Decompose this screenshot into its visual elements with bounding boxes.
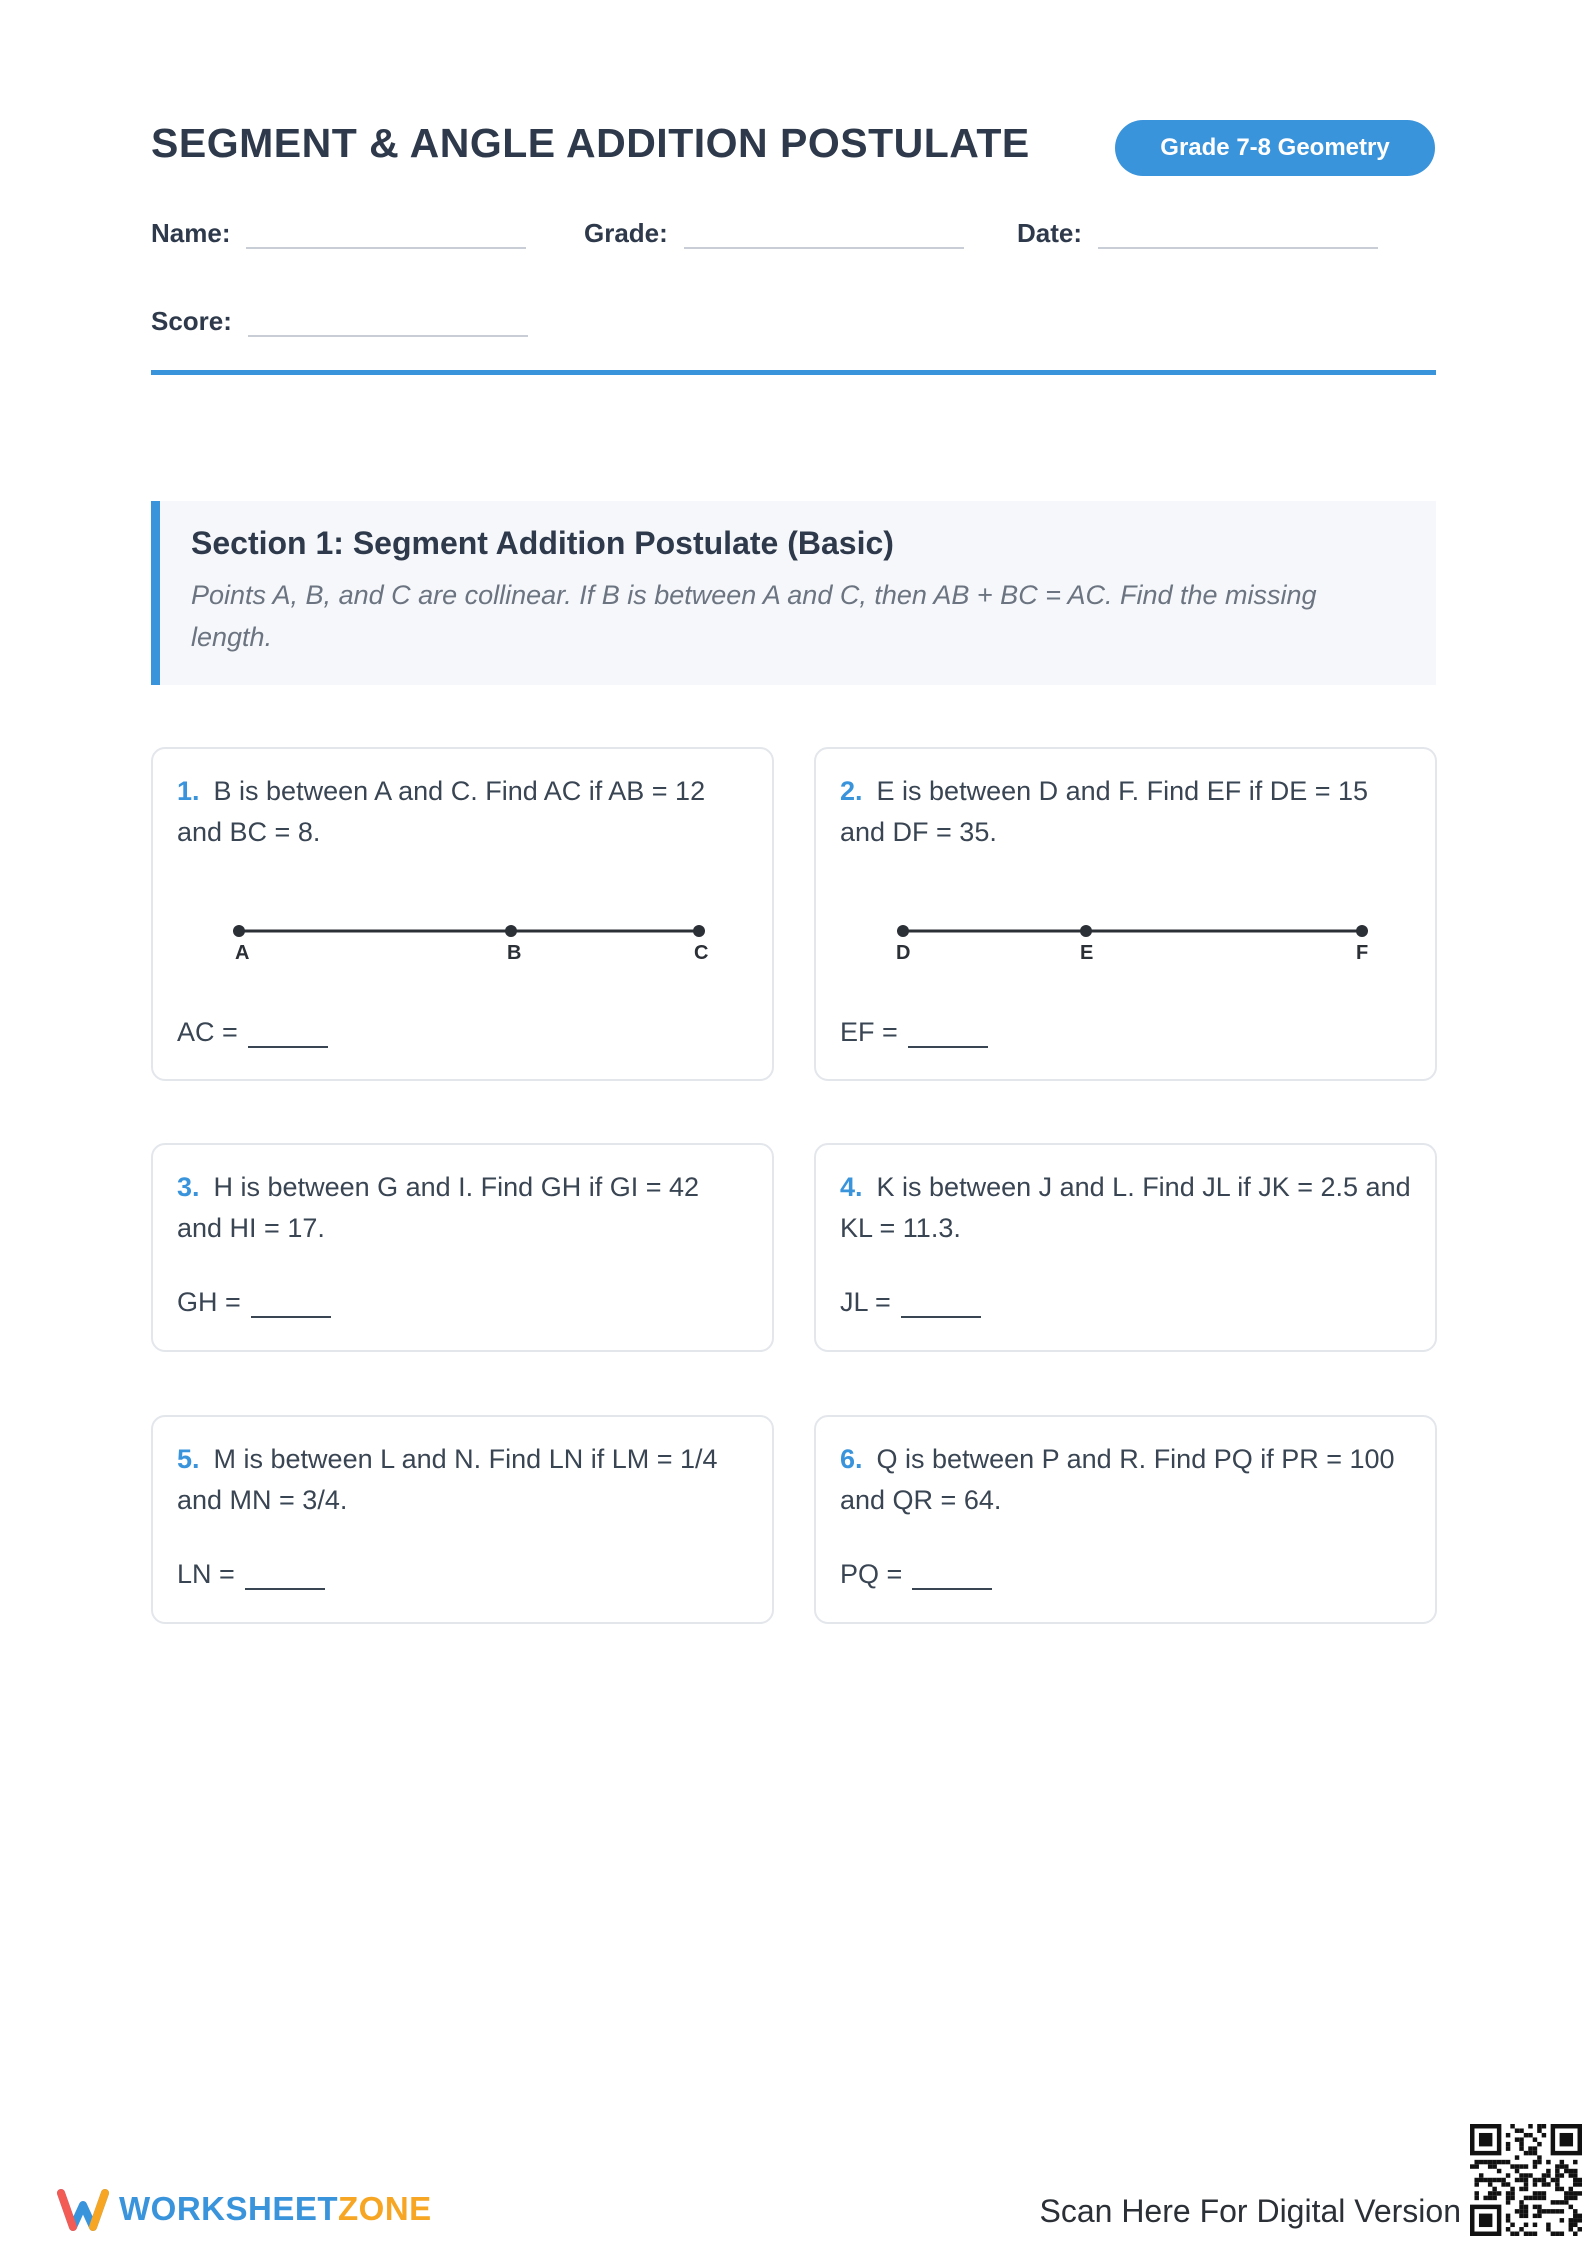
grade-badge: Grade 7-8 Geometry <box>1115 120 1435 176</box>
answer-blank[interactable] <box>901 1288 981 1318</box>
date-label: Date: <box>1017 218 1083 248</box>
score-input-line[interactable] <box>248 335 528 337</box>
point-b-dot <box>505 925 517 937</box>
problem-number: 2. <box>840 776 863 806</box>
problem-number: 5. <box>177 1444 200 1474</box>
problem-question: B is between A and C. Find AC if AB = 12 and BC = 8. <box>177 776 706 847</box>
problem-question: E is between D and F. Find EF if DE = 15 and DF = 35. <box>840 776 1369 847</box>
qr-code-icon[interactable] <box>1470 2124 1582 2236</box>
brand-logo <box>57 2183 432 2235</box>
date-field[interactable] <box>1017 218 1378 249</box>
problem-text <box>840 1167 1411 1249</box>
score-field[interactable] <box>151 306 528 337</box>
answer-row[interactable] <box>177 1017 328 1048</box>
section-instructions: Points A, B, and C are collinear. If B is between A and C, then AB + BC = AC. Find the missing length. <box>191 580 1317 652</box>
brand-name <box>119 2190 432 2228</box>
worksheetzone-logo-icon <box>57 2183 109 2235</box>
problem-number: 4. <box>840 1172 863 1202</box>
problem-question: Q is between P and R. Find PQ if PR = 100 and QR = 64. <box>840 1444 1395 1515</box>
point-d-label: D <box>896 942 911 964</box>
problem-number: 6. <box>840 1444 863 1474</box>
brand-name-part1: WORKSHEET <box>119 2190 338 2227</box>
brand-name-part2: ZONE <box>338 2190 432 2227</box>
problem-number: 3. <box>177 1172 200 1202</box>
score-label: Score: <box>151 306 232 336</box>
problem-card-1 <box>151 747 774 1081</box>
answer-blank[interactable] <box>248 1018 328 1048</box>
section-1-box <box>151 501 1436 685</box>
point-e-label: E <box>1080 942 1094 964</box>
problem-card-2 <box>814 747 1437 1081</box>
answer-label: LN = <box>177 1559 235 1589</box>
problem-question: M is between L and N. Find LN if LM = 1/4 and MN = 3/4. <box>177 1444 718 1515</box>
answer-row[interactable] <box>840 1559 992 1590</box>
answer-label: PQ = <box>840 1559 903 1589</box>
answer-blank[interactable] <box>251 1288 331 1318</box>
point-d-dot <box>897 925 909 937</box>
answer-blank[interactable] <box>912 1560 992 1590</box>
point-b-label: B <box>507 942 522 964</box>
name-input-line[interactable] <box>246 247 526 249</box>
grade-input-line[interactable] <box>684 247 964 249</box>
answer-row[interactable] <box>840 1287 981 1318</box>
grade-field[interactable] <box>584 218 964 249</box>
point-a-label: A <box>235 942 250 964</box>
problem-text <box>840 1439 1411 1521</box>
answer-label: AC = <box>177 1017 238 1047</box>
problem-card-6 <box>814 1415 1437 1624</box>
answer-label: JL = <box>840 1287 891 1317</box>
point-a-dot <box>233 925 245 937</box>
answer-row[interactable] <box>177 1559 325 1590</box>
answer-blank[interactable] <box>908 1018 988 1048</box>
page-title: SEGMENT & ANGLE ADDITION POSTULATE <box>151 120 1030 166</box>
name-field[interactable] <box>151 218 526 249</box>
name-label: Name: <box>151 218 231 248</box>
answer-blank[interactable] <box>245 1560 325 1590</box>
problem-card-3 <box>151 1143 774 1352</box>
problem-number: 1. <box>177 776 200 806</box>
problem-text <box>177 1167 748 1249</box>
date-input-line[interactable] <box>1098 247 1378 249</box>
problem-question: H is between G and I. Find GH if GI = 42 and HI = 17. <box>177 1172 700 1243</box>
section-title: Section 1: Segment Addition Postulate (Basic) <box>191 525 894 561</box>
point-f-dot <box>1356 925 1368 937</box>
answer-label: GH = <box>177 1287 241 1317</box>
answer-row[interactable] <box>177 1287 331 1318</box>
answer-row[interactable] <box>840 1017 988 1048</box>
point-f-label: F <box>1356 942 1369 964</box>
point-e-dot <box>1080 925 1092 937</box>
point-c-label: C <box>694 942 709 964</box>
scan-text: Scan Here For Digital Version <box>1039 2193 1461 2229</box>
answer-label: EF = <box>840 1017 898 1047</box>
problem-text <box>177 1439 748 1521</box>
problem-question: K is between J and L. Find JL if JK = 2.5 and KL = 11.3. <box>840 1172 1411 1243</box>
header-divider <box>151 370 1436 375</box>
point-c-dot <box>693 925 705 937</box>
problem-card-5 <box>151 1415 774 1624</box>
grade-label: Grade: <box>584 218 668 248</box>
problem-card-4 <box>814 1143 1437 1352</box>
